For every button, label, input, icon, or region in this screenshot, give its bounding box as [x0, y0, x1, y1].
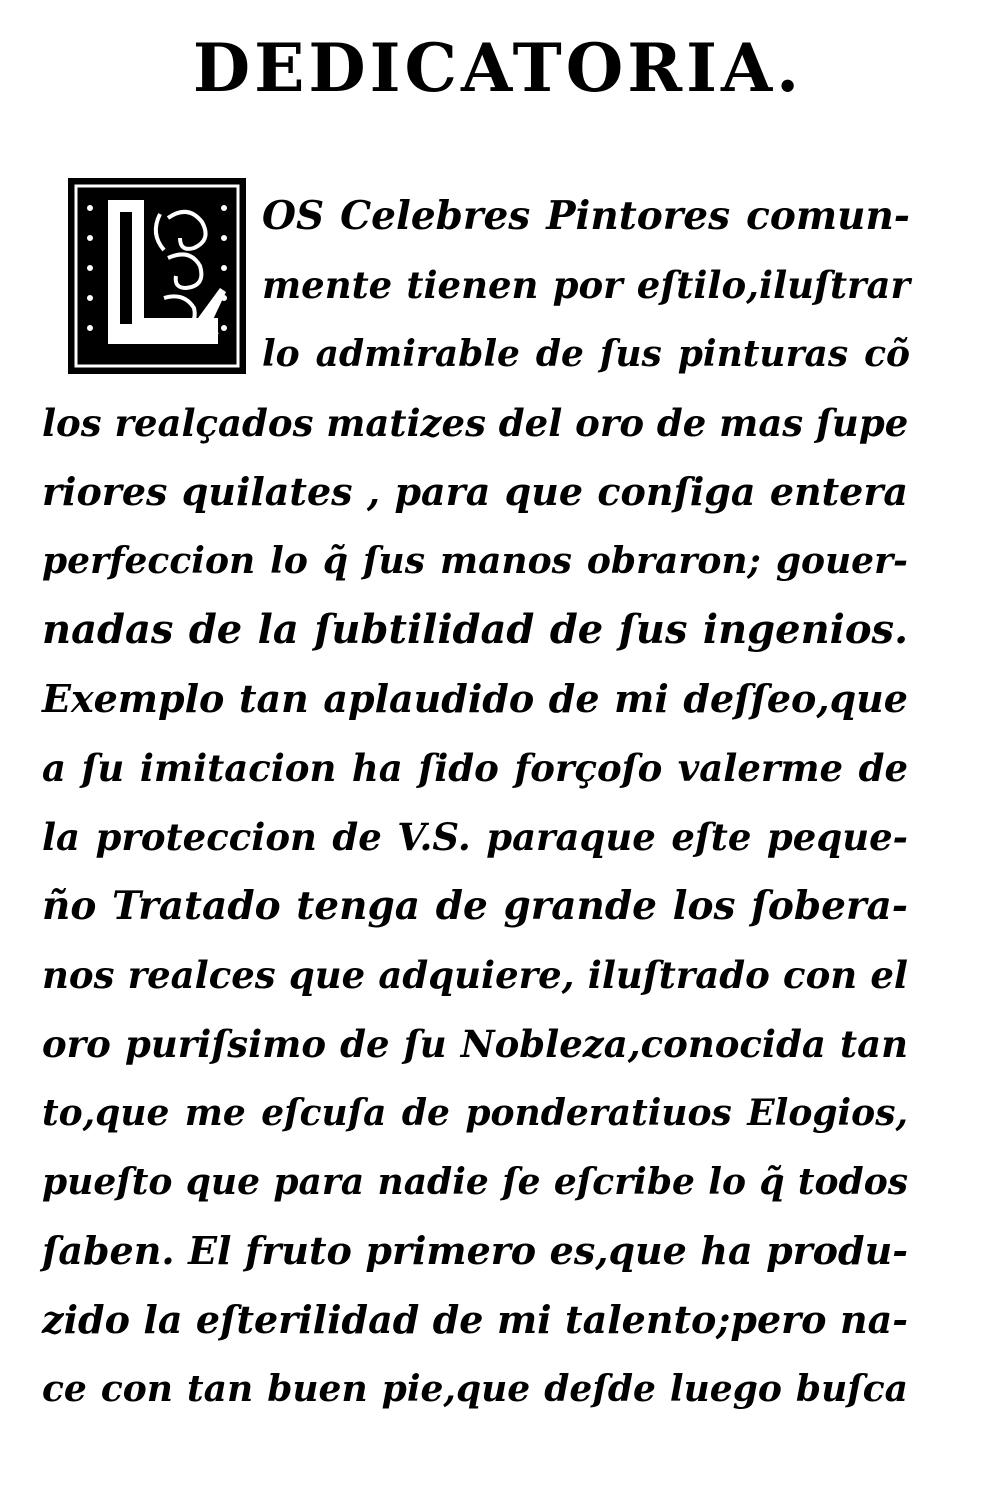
text-line: los realçados matizes del oro de mas ſupe: [42, 401, 909, 445]
text-line: mente tienen por eſtilo,iluſtrar: [262, 263, 910, 307]
text-line: ce con tan buen pie,que deſde luego buſca: [42, 1368, 908, 1410]
text-line: perfeccion lo q̃ ſus manos obraron; gouer-: [42, 540, 908, 582]
text-line: ſaben. El fruto primero es,que ha produ-: [42, 1228, 908, 1273]
text-line: nos realces que adquiere, iluſtrado con el: [42, 953, 908, 997]
page-heading: DEDICATORIA.: [192, 29, 804, 107]
text-line: ño Tratado tenga de grande los ſobera-: [42, 883, 908, 929]
text-line: riores quilates , para que conſiga entera: [42, 469, 908, 514]
text-line: nadas de la ſubtilidad de ſus ingenios.: [42, 606, 908, 653]
text-line: lo admirable de ſus pinturas cõ: [262, 333, 910, 375]
text-line: a ſu imitacion ha ſido forçoſo valerme de: [42, 746, 908, 790]
ornamental-initial-artwork: [68, 178, 246, 374]
ornamental-initial-letter: [68, 178, 246, 374]
text-line: zido la eſterilidad de mi talento;pero na-: [42, 1297, 908, 1342]
text-line: pueſto que para nadie ſe eſcribe lo q̃ todos: [42, 1161, 908, 1203]
text-line: OS Celebres Pintores comun-: [262, 193, 910, 239]
text-line: la proteccion de V.S. paraque eſte peque-: [42, 815, 908, 859]
text-line: to,que me eſcuſa de ponderatiuos Elogios,: [42, 1092, 908, 1134]
text-line: Exemplo tan aplaudido de mi deſſeo,que: [42, 676, 908, 721]
text-line: oro puriſsimo de ſu Nobleza,conocida tan: [42, 1022, 908, 1066]
